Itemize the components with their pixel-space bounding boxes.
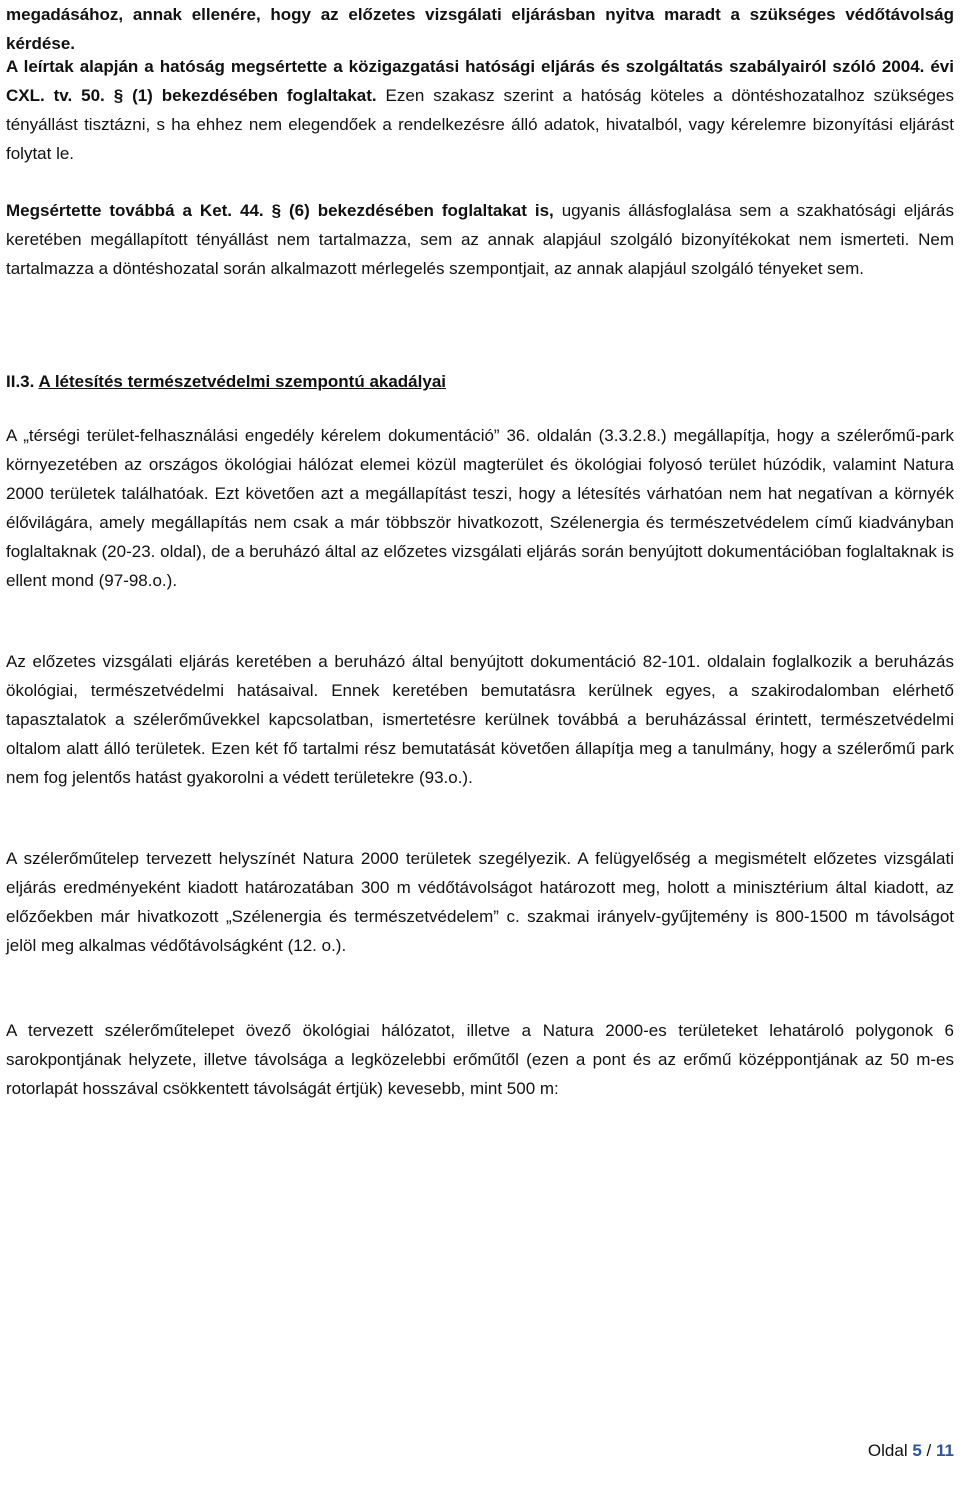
paragraph-continuation bbox=[6, 0, 954, 58]
page-label: Oldal bbox=[867, 1441, 908, 1460]
paragraph-text: Ezen szakasz szerint a hatóság köteles a döntéshozatalhoz szükséges tényállást tisztázni, s ha ehhez nem elegendőek a rendelkezésre álló adatok, hivatalból, vagy kérelemre bizonyítási eljárást folytat le. bbox=[6, 86, 954, 163]
section-number: II.3. bbox=[6, 372, 35, 391]
paragraph-text: Az előzetes vizsgálati eljárás keretében a beruházó által benyújtott dokumentáció 82-101. oldalain foglalkozik a beruházás ökológiai, természetvédelmi hatásaival. Ennek keretében bemutatásra kerülnek egyes, a szakirodalomban elérhető tapasztalatok a szélerőművekkel kapcsolatban, ismertetésre kerülnek továbbá a beruházással érintett, természetvédelmi oltalom alatt álló területek. Ezen két fő tartalmi rész bemutatását követően állapítja meg a tanulmány, hogy a szélerőmű park nem fog jelentős hatást gyakorolni a védett területekre (93.o.). bbox=[6, 652, 954, 787]
paragraph-text: A „térségi terület-felhasználási engedély kérelem dokumentáció” 36. oldalán (3.3.2.8.) megállapítja, hogy a szélerőmű-park környezetében az országos ökológiai hálózat elemei közül magterület és ökológiai folyosó terület húzódik, valamint Natura 2000 területek találhatóak. Ezt követően azt a megállapítást teszi, hogy a létesítés várhatóan nem hat negatívan a környék élővilágára, amely megállapítás nem csak a már többször hivatkozott, Szélenergia és természetvédelem című kiadványban foglaltaknak (20-23. oldal), de a beruházó által az előzetes vizsgálati eljárás során benyújtott dokumentációban foglaltaknak is ellent mond (97-98.o.). bbox=[6, 426, 954, 590]
paragraph-preliminary-study bbox=[6, 647, 954, 792]
page-separator: / bbox=[926, 1441, 932, 1460]
page-footer bbox=[868, 1436, 954, 1465]
paragraph-natura-2000-distance bbox=[6, 844, 954, 960]
paragraph-text: A tervezett szélerőműtelepet övező ökológiai hálózatot, illetve a Natura 2000-es területeket lehatároló polygonok 6 sarokpontjának helyzete, illetve távolsága a legközelebbi erőműtől (ezen a pont és az erőmű középpontjának az 50 m-es rotorlapát hosszával csökkentett távolságát értjük) kevesebb, mint 500 m: bbox=[6, 1021, 954, 1098]
paragraph-documentation-findings bbox=[6, 421, 954, 595]
paragraph-text: ugyanis állásfoglalása sem a szakhatósági eljárás keretében megállapított tényállást nem tartalmazza, sem az annak alapjául szolgáló bizonyítékokat nem ismerteti. Nem tartalmazza a döntéshozatal során alkalmazott mérlegelés szempontjait, az annak alapjául szolgáló tényeket sem. bbox=[6, 201, 954, 278]
section-heading bbox=[6, 367, 954, 396]
paragraph-text: A szélerőműtelep tervezett helyszínét Natura 2000 területek szegélyezik. A felügyelőség a megismételt előzetes vizsgálati eljárás eredményeként kiadott határozatában 300 m védőtávolságot határozott meg, holott a minisztérium által kiadott, az előzőekben már hivatkozott „Szélenergia és természetvédelem” c. szakmai irányelv-gyűjtemény is 800-1500 m távolságot jelöl meg alkalmas védőtávolságként (12. o.). bbox=[6, 849, 954, 955]
paragraph-polygon-corner-points bbox=[6, 1016, 954, 1103]
paragraph-violation-ket-50 bbox=[6, 52, 954, 168]
current-page-number: 5 bbox=[912, 1441, 922, 1460]
paragraph-bold-text: Megsértette továbbá a Ket. 44. § (6) bekezdésében foglaltakat is, bbox=[6, 201, 554, 220]
section-title: A létesítés természetvédelmi szempontú akadályai bbox=[38, 372, 446, 391]
paragraph-violation-ket-44 bbox=[6, 196, 954, 283]
paragraph-bold-text: A leírtak alapján a hatóság megsértette a közigazgatási hatósági eljárás és szolgáltatás szabályairól szóló 2004. évi CXL. tv. 50. § (1) bekezdésében foglaltakat. bbox=[6, 57, 954, 105]
paragraph-bold-text: megadásához, annak ellenére, hogy az előzetes vizsgálati eljárásban nyitva maradt a szükséges védőtávolság kérdése. bbox=[6, 5, 954, 53]
total-pages-number: 11 bbox=[936, 1441, 954, 1460]
